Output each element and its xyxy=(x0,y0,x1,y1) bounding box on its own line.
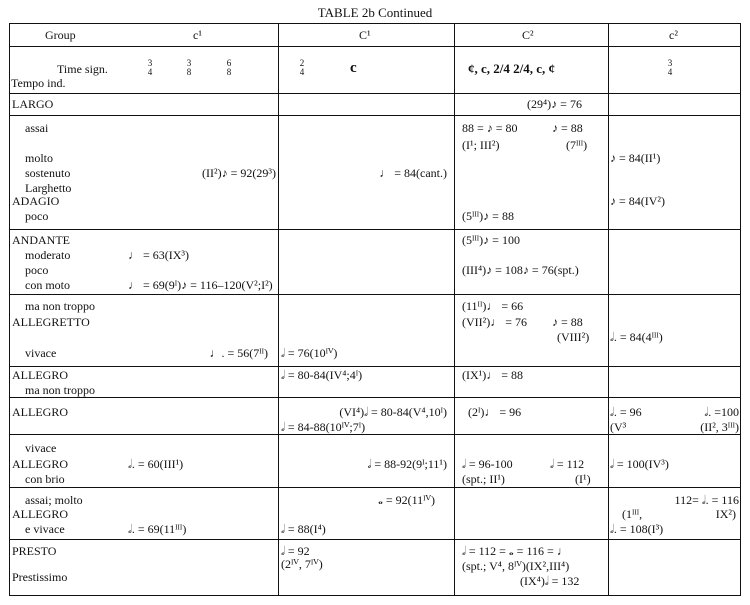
tempo-marking: (spt.; II¹) xyxy=(462,472,505,486)
row-divider xyxy=(10,366,740,367)
tempo-marking: 𝅗𝅥 = 84-88(10ᴵⱽ;7ᴵ) xyxy=(281,420,366,434)
tempo-label: ma non troppo xyxy=(25,299,95,313)
tempo-ind-label: Tempo ind. xyxy=(11,76,66,90)
tempo-marking: (VIII²) xyxy=(557,330,590,344)
tempo-marking: (7ᴵᴵᴵ) xyxy=(566,138,588,152)
tempo-marking: ♩. = 56(7ᴵᴵ) xyxy=(209,346,268,360)
header-col-c2: c² xyxy=(669,28,678,42)
tempo-marking: 𝅗𝅥 = 88(I⁴) xyxy=(281,522,326,536)
tempo-marking: (2ᴵⱽ, 7ᴵⱽ) xyxy=(281,557,323,571)
tempo-marking: 𝅗𝅥. = 60(III¹) xyxy=(128,457,184,471)
tempo-label: vivace xyxy=(25,441,57,455)
time-signature: 2 4 xyxy=(299,58,305,77)
tempo-label: con moto xyxy=(25,278,70,292)
tempo-marking: (I¹) xyxy=(575,472,591,486)
tempo-marking: 𝅗𝅥 = 96-100 xyxy=(462,457,513,471)
table-caption: TABLE 2b Continued xyxy=(317,5,433,20)
tempo-label: poco xyxy=(25,209,49,223)
header-group: Group xyxy=(45,28,76,42)
tempo-label: sostenuto xyxy=(25,166,71,180)
column-divider xyxy=(608,24,609,595)
tempo-marking: 88 = ♪ = 80 xyxy=(462,121,518,135)
time-signature: 6 8 xyxy=(226,58,232,77)
header-col-C2-upper: C² xyxy=(522,28,534,42)
tempo-marking: (I¹; III²) xyxy=(462,138,500,152)
tempo-marking: (VII²)♩ = 76 xyxy=(462,315,528,329)
common-time-symbol: c xyxy=(350,60,357,76)
tempo-marking: ♩ = 63(IX³) xyxy=(128,248,190,262)
tempo-label: Prestissimo xyxy=(12,570,68,584)
tempo-label: assai; molto xyxy=(25,493,83,507)
tempo-marking: ♩ = 84(cant.) xyxy=(379,166,447,180)
tempo-marking: (V³ xyxy=(610,420,627,434)
tempo-label: ma non troppo xyxy=(25,383,95,397)
time-signature: 3 8 xyxy=(186,58,192,77)
tempo-marking: 𝅗𝅥. = 96 xyxy=(610,405,642,419)
row-divider xyxy=(10,229,740,230)
row-divider xyxy=(10,397,740,398)
tempo-marking: 𝅝 = 92(11ᴵⱽ) xyxy=(378,493,435,507)
tempo-label: ALLEGRO xyxy=(12,368,68,382)
tempo-marking: (III⁴)♪ = 108♪ = 76(spt.) xyxy=(462,263,579,277)
row-divider xyxy=(10,487,740,488)
time-signature: 3 4 xyxy=(147,58,153,77)
time-signature-list: ¢, c, 2/4 2/4, c, ¢ xyxy=(468,61,556,76)
tempo-marking: 𝅗𝅥 = 80-84(IV⁴;4ᴵ) xyxy=(281,368,363,382)
header-col-c1: c¹ xyxy=(193,28,202,42)
tempo-marking: (II²)♪ = 92(29³) xyxy=(202,166,276,180)
tempo-label: vivace xyxy=(25,346,57,360)
tempo-marking: ♪ = 84(IV²) xyxy=(610,194,666,208)
tempo-label: poco xyxy=(25,263,49,277)
row-divider xyxy=(10,115,740,116)
tempo-marking: ♪ = 88 xyxy=(552,315,583,329)
tempo-label: ALLEGRO xyxy=(12,405,68,419)
tempo-label: ANDANTE xyxy=(12,233,70,247)
tempo-marking: 𝅗𝅥. =100 xyxy=(704,405,739,419)
tempo-marking: 𝅗𝅥 = 112 = 𝅝 = 116 = ♩ xyxy=(462,544,569,558)
tempo-marking: 𝅗𝅥 = 112 xyxy=(550,457,585,471)
row-divider xyxy=(10,434,740,435)
header-col-C1-upper: C¹ xyxy=(359,28,371,42)
tempo-marking: 𝅗𝅥 = 92 xyxy=(281,544,310,558)
tempo-marking: (spt.; V⁴, 8ᴵⱽ)(IX²,III⁴) xyxy=(462,559,570,573)
row-divider xyxy=(10,93,740,94)
tempo-label: ALLEGRO xyxy=(12,507,68,521)
tempo-label: ALLEGRETTO xyxy=(12,315,90,329)
tempo-label: moderato xyxy=(25,248,71,262)
tempo-marking: 𝅗𝅥 = 88-92(9ᴵ;11¹) xyxy=(367,457,447,471)
tempo-marking: (IX⁴)𝅗𝅥 = 132 xyxy=(520,574,580,588)
tempo-label: LARGO xyxy=(12,97,54,111)
tempo-marking: (2ᴵ)♩ = 96 xyxy=(468,405,522,419)
column-divider xyxy=(278,24,279,595)
tempo-label: con brio xyxy=(25,472,65,486)
tempo-marking: ♪ = 88 xyxy=(552,121,583,135)
tempo-marking: IX²) xyxy=(715,507,736,521)
tempo-marking: (II², 3ᴵᴵᴵ) xyxy=(700,420,739,434)
tempo-marking: (5ᴵᴵᴵ)♪ = 88 xyxy=(462,209,514,223)
column-divider xyxy=(454,24,455,595)
row-divider xyxy=(10,539,740,540)
tempo-marking: 𝅗𝅥. = 108(I³) xyxy=(610,522,664,536)
tempo-label: ALLEGRO xyxy=(12,457,68,471)
tempo-label: molto xyxy=(25,151,54,165)
tempo-marking: ♩ = 69(9ᴵ)♪ = 116–120(V²;I²) xyxy=(128,278,273,292)
tempo-marking: 112= 𝅗𝅥. = 116 xyxy=(674,493,739,507)
tempo-table xyxy=(9,23,741,596)
tempo-label: PRESTO xyxy=(12,544,57,558)
tempo-marking: 𝅗𝅥 = 76(10ᴵⱽ) xyxy=(281,346,338,360)
tempo-label: e vivace xyxy=(25,522,65,536)
tempo-marking: 𝅗𝅥. = 84(4ᴵᴵᴵ) xyxy=(610,330,663,344)
time-sign-label: Time sign. xyxy=(57,62,108,76)
tempo-marking: 𝅗𝅥. = 69(11ᴵᴵᴵ) xyxy=(128,522,187,536)
tempo-marking: (1ᴵᴵᴵ, xyxy=(622,507,643,521)
tempo-marking: ♪ = 84(II¹) xyxy=(610,151,661,165)
tempo-marking: (29⁴)♪ = 76 xyxy=(527,97,582,111)
tempo-label: Larghetto xyxy=(25,181,72,195)
tempo-marking: (VI⁴)𝅗𝅥 = 80-84(V⁴,10ᴵ) xyxy=(339,405,447,419)
tempo-marking: (11ᴵᴵ)♩ = 66 xyxy=(462,299,524,313)
time-signature: 3 4 xyxy=(667,58,673,77)
row-divider xyxy=(10,46,740,47)
tempo-marking: (5ᴵᴵᴵ)♪ = 100 xyxy=(462,233,520,247)
tempo-label: assai xyxy=(25,121,49,135)
row-divider xyxy=(10,294,740,295)
tempo-label: ADAGIO xyxy=(12,194,60,208)
tempo-marking: 𝅗𝅥 = 100(IV³) xyxy=(610,457,669,471)
tempo-marking: (IX¹)♩ = 88 xyxy=(462,368,524,382)
